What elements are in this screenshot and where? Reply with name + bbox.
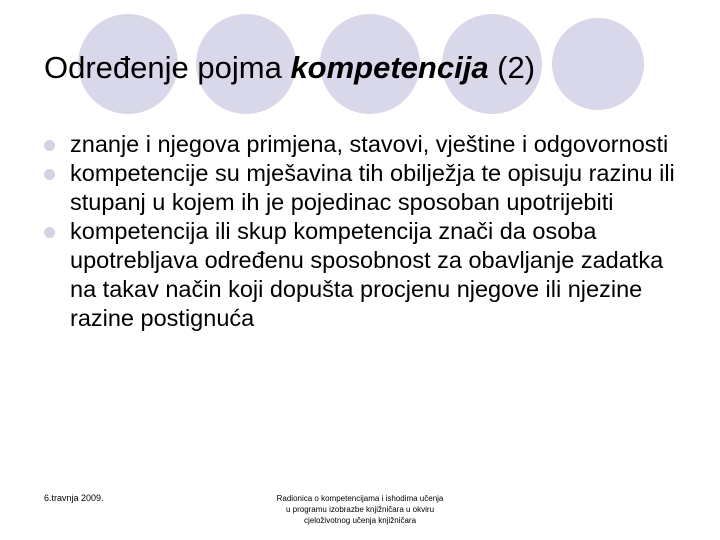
slide-title [44,46,535,90]
bullet-item [44,130,684,159]
bullet-list [44,130,684,333]
title-suffix: (2) [488,50,536,85]
bullet-dot-icon [44,227,55,238]
title-prefix: Određenje pojma [44,50,291,85]
footer-line: Radionica o kompetencijama i ishodima učenja [276,494,444,503]
footer-date: 6.travnja 2009. [44,493,104,503]
title-emphasis: kompetencija [290,50,489,85]
bullet-item [44,159,684,217]
footer-line: u programu izobrazbe knjižničara u okviru [285,505,435,514]
deco-circle-5 [550,16,646,112]
bullet-text: kompetencija ili skup kompetencija znači da osoba upotrebljava određenu sposobnost za obavljanje zadatka na takav način koji dopušta procjenu njegove ili njezine razine postignuća [70,218,664,331]
bullet-dot-icon [44,169,55,180]
bullet-text: znanje i njegova primjena, stavovi, vještine i odgovornosti [70,131,669,157]
bullet-dot-icon [44,140,55,151]
bullet-item [44,217,684,333]
footer-center-text [240,493,480,526]
bullet-text: kompetencije su mješavina tih obilježja te opisuju razinu ili stupanj u kojem ih je pojedinac sposoban upotrijebiti [70,160,675,215]
footer-line: cjeloživotnog učenja knjižničara [303,516,417,525]
